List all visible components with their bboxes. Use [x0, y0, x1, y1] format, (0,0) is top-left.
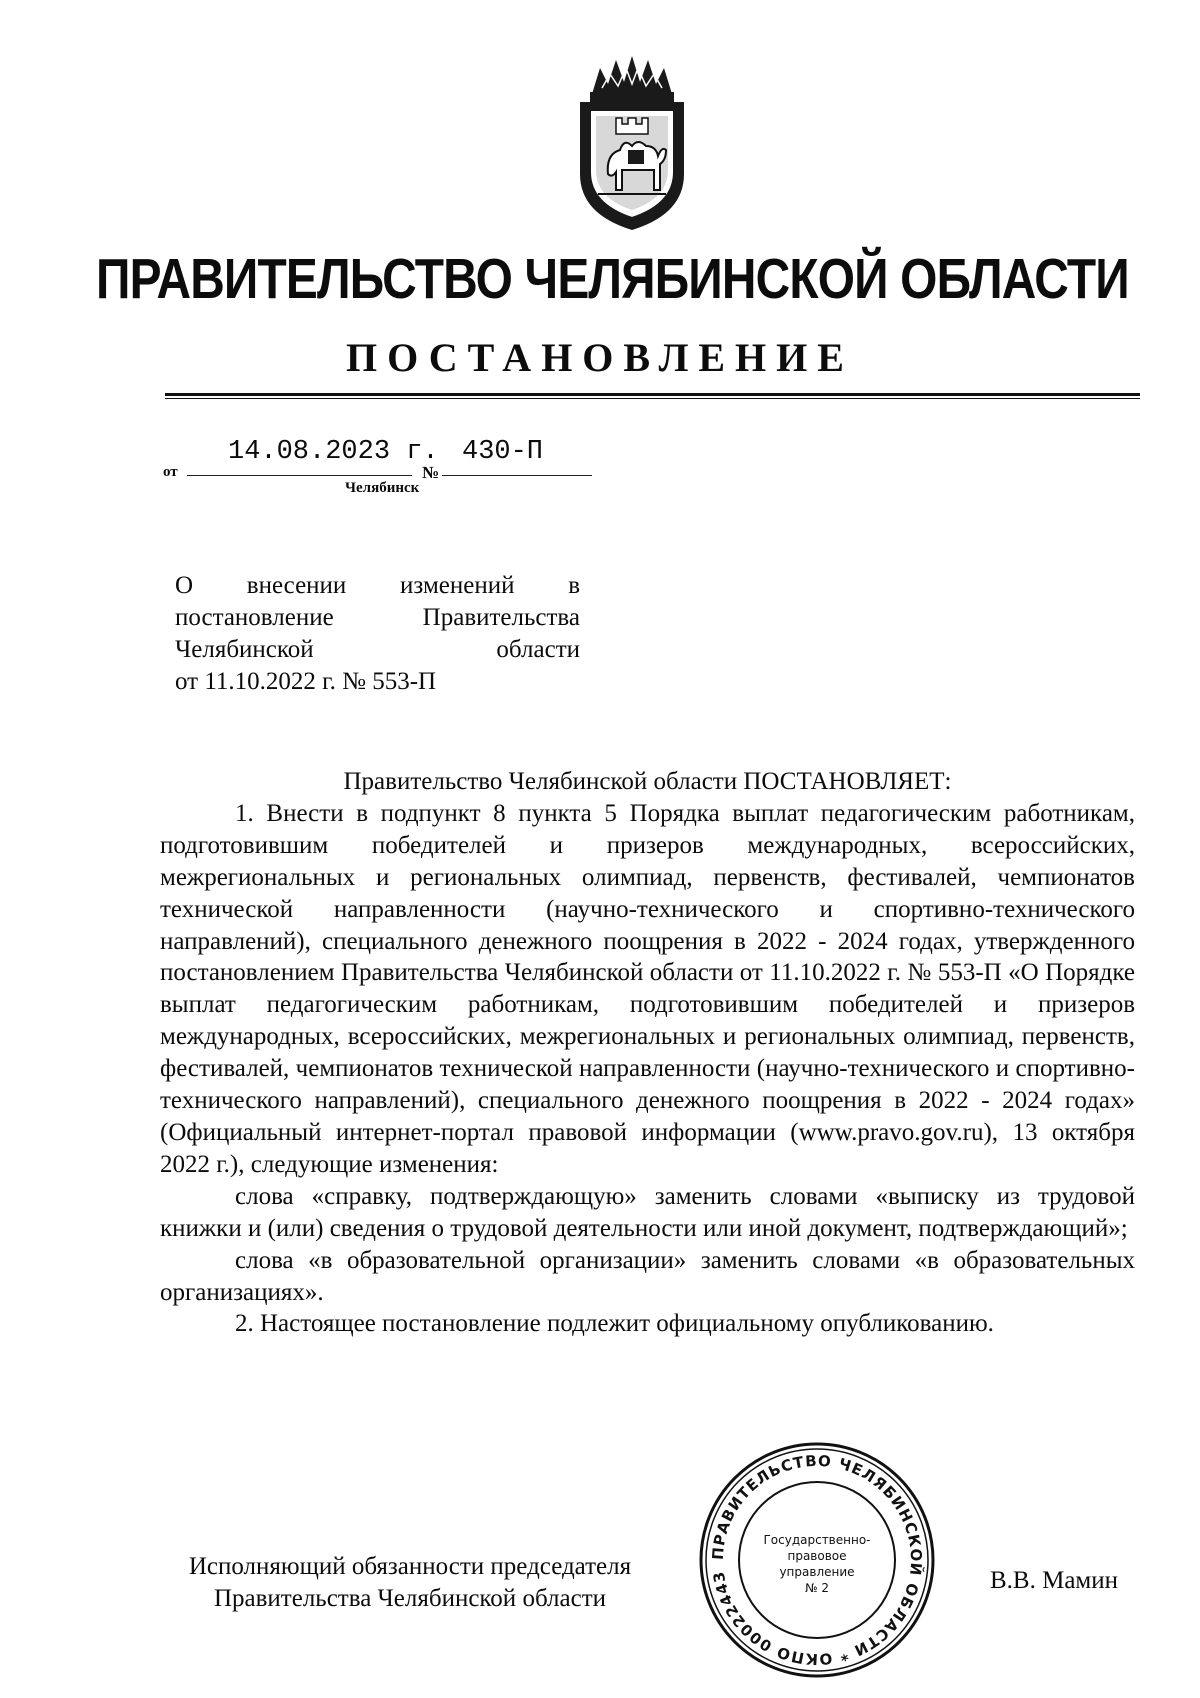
- svg-text:Государственно-: Государственно-: [763, 1533, 871, 1547]
- change-2: слова «в образовательной организации» заменить словами «в образовательных организациях».: [160, 1246, 1135, 1306]
- document-number: 430-П: [462, 437, 544, 467]
- preamble: Правительство Челябинской области ПОСТАНОВЛЯЕТ:: [343, 768, 952, 795]
- date-label: от: [163, 464, 178, 480]
- subject-line: постановление Правительства: [175, 604, 580, 631]
- document-date: 14.08.2023 г.: [228, 437, 439, 467]
- number-underline: [442, 475, 592, 476]
- subject-line: О внесении изменений в: [175, 572, 580, 599]
- subject-line: Челябинской области: [175, 636, 580, 663]
- paragraph-2: 2. Настоящее постановление подлежит официальному опубликованию.: [235, 1310, 994, 1338]
- official-seal-icon: [697, 1440, 937, 1680]
- signer-name: В.В. Мамин: [990, 1567, 1119, 1594]
- svg-text:управление: управление: [779, 1565, 855, 1579]
- header-rule: [165, 393, 1140, 396]
- signatory-position: [160, 1551, 660, 1615]
- position-line-1: Исполняющий обязанности председателя: [188, 1553, 632, 1580]
- document-body: [160, 766, 1135, 1340]
- header-rule-thin: [165, 398, 1140, 399]
- svg-text:№ 2: № 2: [805, 1581, 829, 1595]
- svg-text:правовое: правовое: [787, 1549, 847, 1563]
- position-line-2: Правительства Челябинской области: [213, 1585, 607, 1612]
- date-underline: [187, 475, 412, 476]
- issue-city: Челябинск: [345, 480, 420, 496]
- number-label: №: [422, 463, 440, 482]
- seal-outer-text: ПРАВИТЕЛЬСТВО ЧЕЛЯБИНСКОЙ ОБЛАСТИ * ОКПО 00022443: [708, 1451, 926, 1669]
- paragraph-1: 1. Внести в подпункт 8 пункта 5 Порядка выплат педагогическим работникам, подготовившим победителей и призеров международных, всероссийских, межрегиональных и региональных олимпиад, первенств, фестивалей, чемпионатов технической направленности (научно-технического и спортивно-технического направлений), специального денежного поощрения в 2022 - 2024 годах, утвержденного постановлением Правительства Челябинской области от 11.10.2022 г. № 553-П «О Порядке выплат педагогическим работникам, подготовившим победителей и призеров международных, всероссийских, межрегиональных и региональных олимпиад, первенств, фестивалей, чемпионатов технической направленности (научно-технического и спортивно-технического направлений), специального денежного поощрения в 2022 - 2024 годах» (Официальный интернет-портал правовой информации (www.pravo.gov.ru), 13 октября 2022 г.), следующие изменения:: [160, 799, 1135, 1178]
- coat-of-arms-icon: [562, 54, 702, 232]
- document-type: ПОСТАНОВЛЕНИЕ: [346, 335, 854, 380]
- document-subject: [175, 570, 580, 698]
- subject-line: от 11.10.2022 г. № 553-П: [175, 668, 437, 695]
- government-name: ПРАВИТЕЛЬСТВО ЧЕЛЯБИНСКОЙ ОБЛАСТИ: [96, 247, 1129, 311]
- change-1: слова «справку, подтверждающую» заменить словами «выписку из трудовой книжки и (или) сведения о трудовой деятельности или иной документ, подтверждающий»;: [160, 1182, 1135, 1242]
